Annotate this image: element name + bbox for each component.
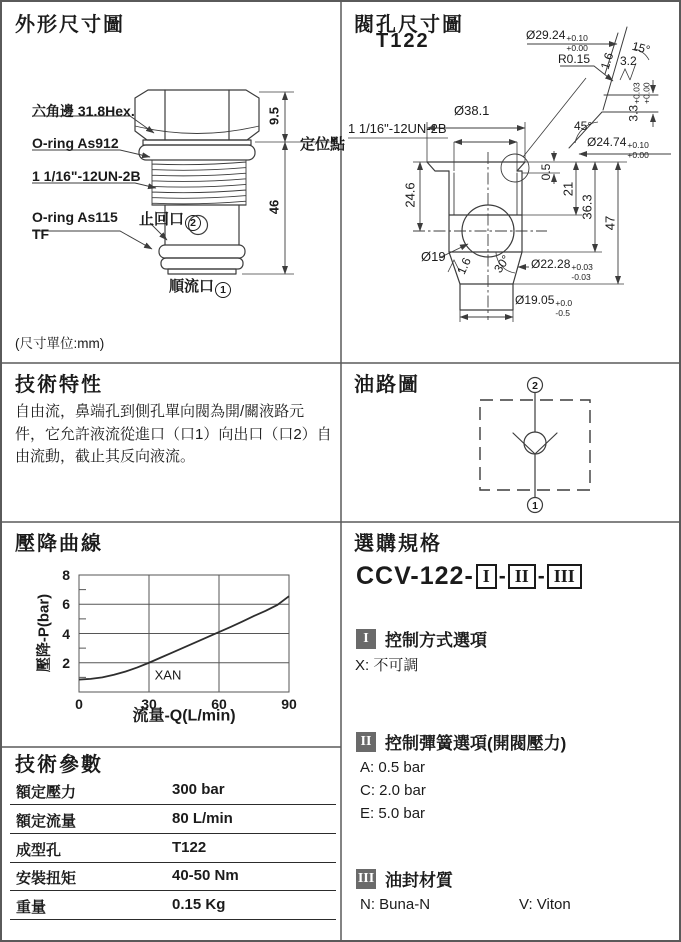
dim-46: 46 [266,199,282,215]
dim-1-6-seat: 1.6 [597,50,617,72]
chart-y-tick-label: 2 [62,654,70,671]
circled-2: 2 [185,215,201,231]
dim-r0-15: R0.15 [558,52,591,66]
param-row-cavity [10,834,336,863]
param-row-rated-flow [10,805,336,834]
dim-45deg: 45° [574,119,593,133]
model-separator: - [498,564,506,588]
option-c: C: 2.0 bar [360,782,426,799]
thread-label: 1 1/16"-12UN-2B [32,168,141,184]
dim-24-6: 24.6 [402,182,418,208]
chart-x-tick-label: 60 [211,696,227,712]
ordering-section-1-header [356,626,487,651]
chart-x-axis-label: 流量-Q(L/min) [132,707,236,725]
param-value: T122 [172,839,207,856]
datum-point-label: 定位點 [300,136,346,153]
chart-series-annotation: XAN [154,667,182,683]
circuit-port-2: 2 [532,379,538,392]
chart-y-axis-label: 壓降-P(bar) [35,593,53,673]
text-overlay [2,2,681,942]
option-e: E: 5.0 bar [360,805,426,822]
outline-panel-title: 外形尺寸圖 [15,14,125,36]
param-value: 0.15 Kg [172,896,226,913]
oring-top-label: O-ring As912 [32,135,119,151]
unit-note: (尺寸單位:mm) [15,336,105,351]
section-2-heading: 控制彈簧選項(開閥壓力) [385,734,567,753]
model-segment-2: II [508,564,536,589]
param-value: 80 L/min [172,810,233,827]
dim-d19: Ø19 [421,249,446,264]
dim-1-6-chamfer: 1.6 [454,255,474,277]
param-value: 300 bar [172,781,225,798]
param-row-torque [10,862,336,891]
param-value: 40-50 Nm [172,867,239,884]
param-label: 額定壓力 [16,784,77,801]
param-label: 重量 [16,899,47,916]
dim-3-3: 3.3 +0.03 +0.00 [626,82,651,122]
oring-bottom-label: O-ring As115 [32,209,118,225]
chart-y-tick-label: 6 [62,596,70,613]
ordering-section-2-header [356,729,566,754]
features-body: 自由流，鼻端孔到側孔單向閥為開/關液路元件，它允許液流從進口（口1）向出口（口2）自由流動，截止其反向液流。 [15,403,332,465]
option-a: A: 0.5 bar [360,759,426,776]
cavity-panel-title: 閥孔尺寸圖 [354,14,464,36]
param-row-weight [10,891,336,920]
hex-flats-label: 六角邊 31.8Hex. [32,103,135,119]
dim-0-5: 0.5 [539,163,553,181]
section-3-heading: 油封材質 [385,871,453,890]
model-segment-3: III [547,564,582,589]
chart-y-tick-label: 4 [62,625,70,642]
param-row-rated-pressure [10,776,336,805]
chart-x-tick-label: 0 [75,696,83,712]
model-segment-1: I [476,564,497,589]
cavity-thread-label: 1 1/16"-12UN-2B [348,121,447,136]
dim-d19-05: Ø19.05 +0.0 -0.5 [515,293,573,318]
flow-port-label: 順流口 1 [169,275,231,298]
dim-15deg: 15° [630,38,652,58]
model-separator: - [537,564,545,588]
dim-d22-28: Ø22.28 +0.03 -0.03 [531,257,593,282]
dim-21: 21 [560,181,576,197]
check-port-label: 止回口 2 [139,208,201,231]
ordering-panel-title: 選購規格 [354,533,442,555]
option-x: X: 不可調 [355,657,419,674]
circuit-port-1: 1 [532,499,538,512]
roman-numeral-badge-2: II [356,732,376,752]
params-panel-title: 技術參數 [15,754,103,776]
cavity-model: T122 [376,30,430,52]
dim-3-2: 3.2 [620,54,637,68]
option-v: V: Viton [519,896,571,913]
dim-d24-74: Ø24.74 +0.10 +0.00 [587,135,649,160]
circuit-panel-title: 油路圖 [354,374,420,396]
dim-d29-24: Ø29.24 +0.10 +0.00 [526,28,588,53]
dim-9-5: 9.5 [266,106,282,126]
option-n: N: Buna-N [360,896,431,913]
param-label: 成型孔 [16,842,62,859]
model-prefix: CCV-122- [356,562,474,590]
ordering-section-3-header [356,866,453,891]
oring-bottom-label-2: TF [32,226,50,242]
roman-numeral-badge-1: I [356,629,376,649]
section-1-heading: 控制方式選項 [385,631,487,650]
param-label: 額定流量 [16,813,77,830]
param-label: 安裝扭矩 [16,870,77,887]
roman-numeral-badge-3: III [356,869,376,889]
curve-panel-title: 壓降曲線 [15,533,103,555]
dim-36-3: 36.3 [579,194,595,220]
dim-30deg: 30° [491,252,513,276]
circled-1: 1 [215,282,231,298]
ordering-model-code [356,562,582,591]
features-panel-title: 技術特性 [15,374,103,396]
dim-d38-1: Ø38.1 [454,103,490,118]
chart-x-tick-label: 30 [141,696,157,712]
chart-x-tick-label: 90 [281,696,297,712]
chart-y-tick-label: 8 [62,567,70,583]
dim-47: 47 [602,215,618,231]
